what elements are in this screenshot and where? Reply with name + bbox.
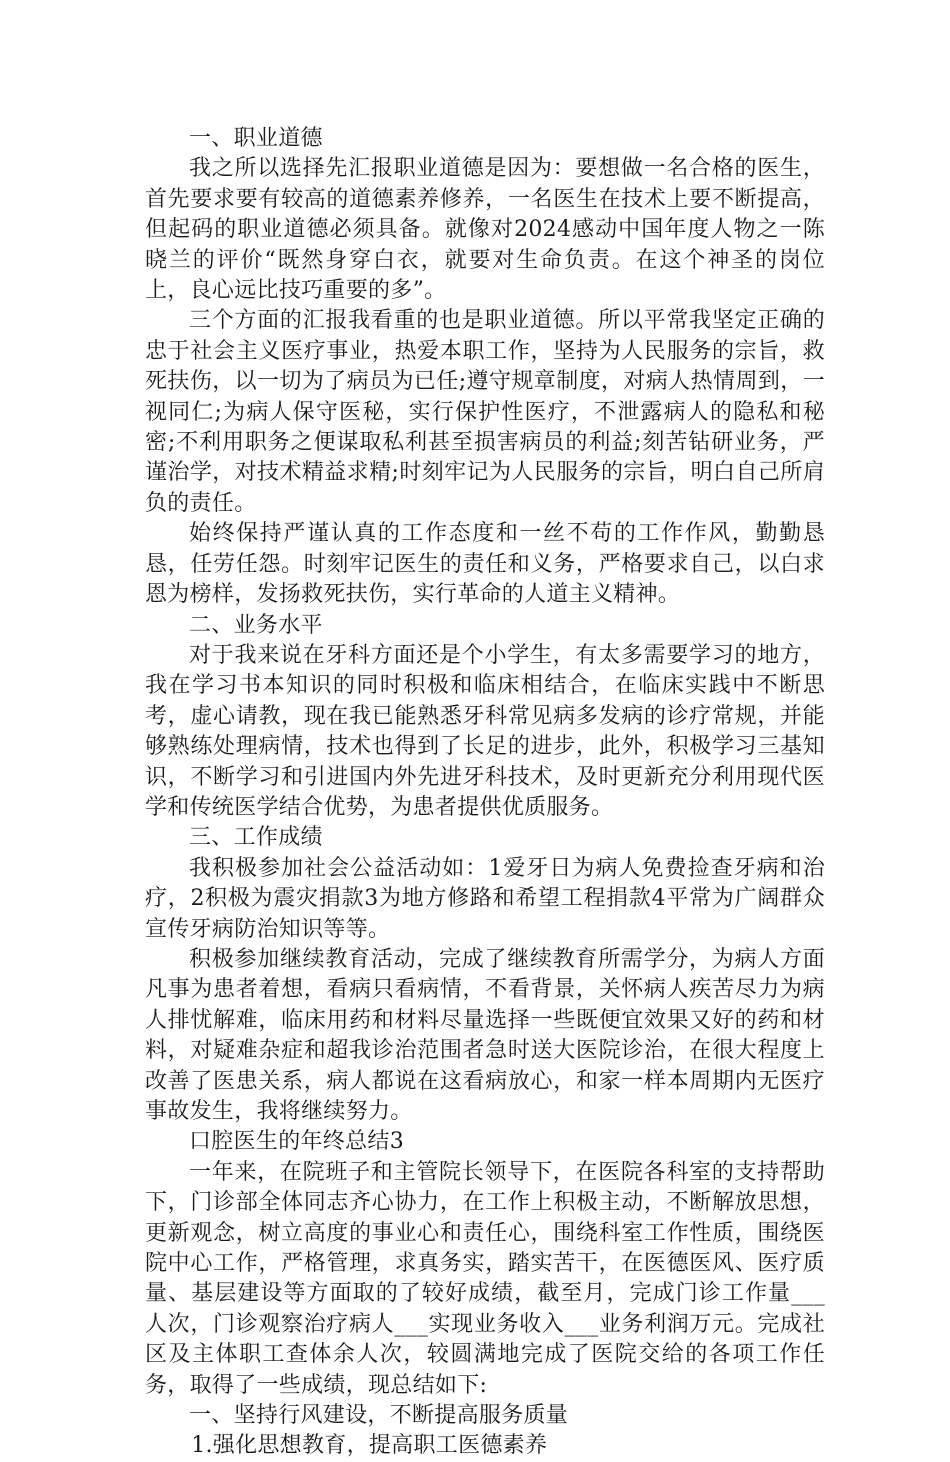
paragraph: 三个方面的汇报我看重的也是职业道德。所以平常我坚定正确的忠于社会主义医疗事业，热爱本职工作，坚持为人民服务的宗旨，救死扶伤，以一切为了病员为已任;遵守规章制度，对病人热情周到，一视同仁;为病人保守医秘，实行保护性医疗，不泄露病人的隐私和秘密;不利用职务之便谋取私利甚至损害病员的利益;刻苦钻研业务，严谨治学，对技术精益求精;时刻牢记为人民服务的宗旨，明白自己所肩负的责任。 [145, 308, 825, 516]
section-heading-professional-ethics: 一、职业道德 [189, 126, 323, 151]
paragraph: 始终保持严谨认真的工作态度和一丝不苟的工作作风，勤勤恳恳，任劳任怨。时刻牢记医生的责任和义务，严格要求自己，以白求恩为榜样，发扬救死扶伤，实行革命的人道主义精神。 [145, 521, 825, 608]
paragraph: 我积极参加社会公益活动如：1爱牙日为病人免费捡查牙病和治疗，2积极为震灾捐款3为地方修路和希望工程捐款4平常为广阔群众宣传牙病防治知识等等。 [145, 855, 825, 942]
subsection-heading: 1.强化思想教育，提高职工医德素养 [191, 1433, 548, 1459]
paragraph: 一年来，在院班子和主管院长领导下，在医院各科室的支持帮助下，门诊部全体同志齐心协力，在工作上积极主动，不断解放思想，更新观念，树立高度的事业心和责任心，围绕科室工作性质，围绕医院中心工作，严格管理，求真务实，踏实苦干，在医德医风、医疗质量、基层建设等方面取的了较好成绩，截至月，完成门诊工作量___人次，门诊观察治疗病人___实现业务收入___业务利润万元。完成社区及主体职工查体余人次，较圆满地完成了医院交给的各项工作任务，取得了一些成绩，现总结如下: [145, 1159, 825, 1398]
section-heading-conduct-building: 一、坚持行风建设，不断提高服务质量 [189, 1403, 569, 1429]
section-heading-work-achievements: 三、工作成绩 [189, 825, 323, 851]
paragraph: 对于我来说在牙科方面还是个小学生，有太多需要学习的地方，我在学习书本知识的同时积极和临床相结合，在临床实践中不断思考，虚心请教，现在我已能熟悉牙科常见病多发病的诊疗常规，并能够熟练处理病情，技术也得到了长足的进步，此外，积极学习三基知识，不断学习和引进国内外先进牙科技术，及时更新充分利用现代医学和传统医学结合优势，为患者提供优质服务。 [145, 642, 825, 820]
section-heading-business-level: 二、业务水平 [189, 612, 323, 638]
document-subtitle: 口腔医生的年终总结3 [189, 1129, 404, 1155]
document-body [145, 124, 825, 1462]
paragraph: 我之所以选择先汇报职业道德是因为：要想做一名合格的医生，首先要求要有较高的道德素养修养，一名医生在技术上要不断提高，但起码的职业道德必须具备。就像对2024感动中国年度人物之一陈晓兰的评价“既然身穿白衣，就要对生命负责。在这个神圣的岗位上，良心远比技巧重要的多”。 [145, 156, 825, 304]
paragraph: 积极参加继续教育活动，完成了继续教育所需学分，为病人方面凡事为患者着想，看病只看病情，不看背景，关怀病人疾苦尽力为病人排忧解难，临床用药和材料尽量选择一些既便宜效果又好的药和材料，对疑难杂症和超我诊治范围者急时送大医院诊治，在很大程度上改善了医患关系，病人都说在这看病放心，和家一样本周期内无医疗事故发生，我将继续努力。 [145, 946, 825, 1124]
